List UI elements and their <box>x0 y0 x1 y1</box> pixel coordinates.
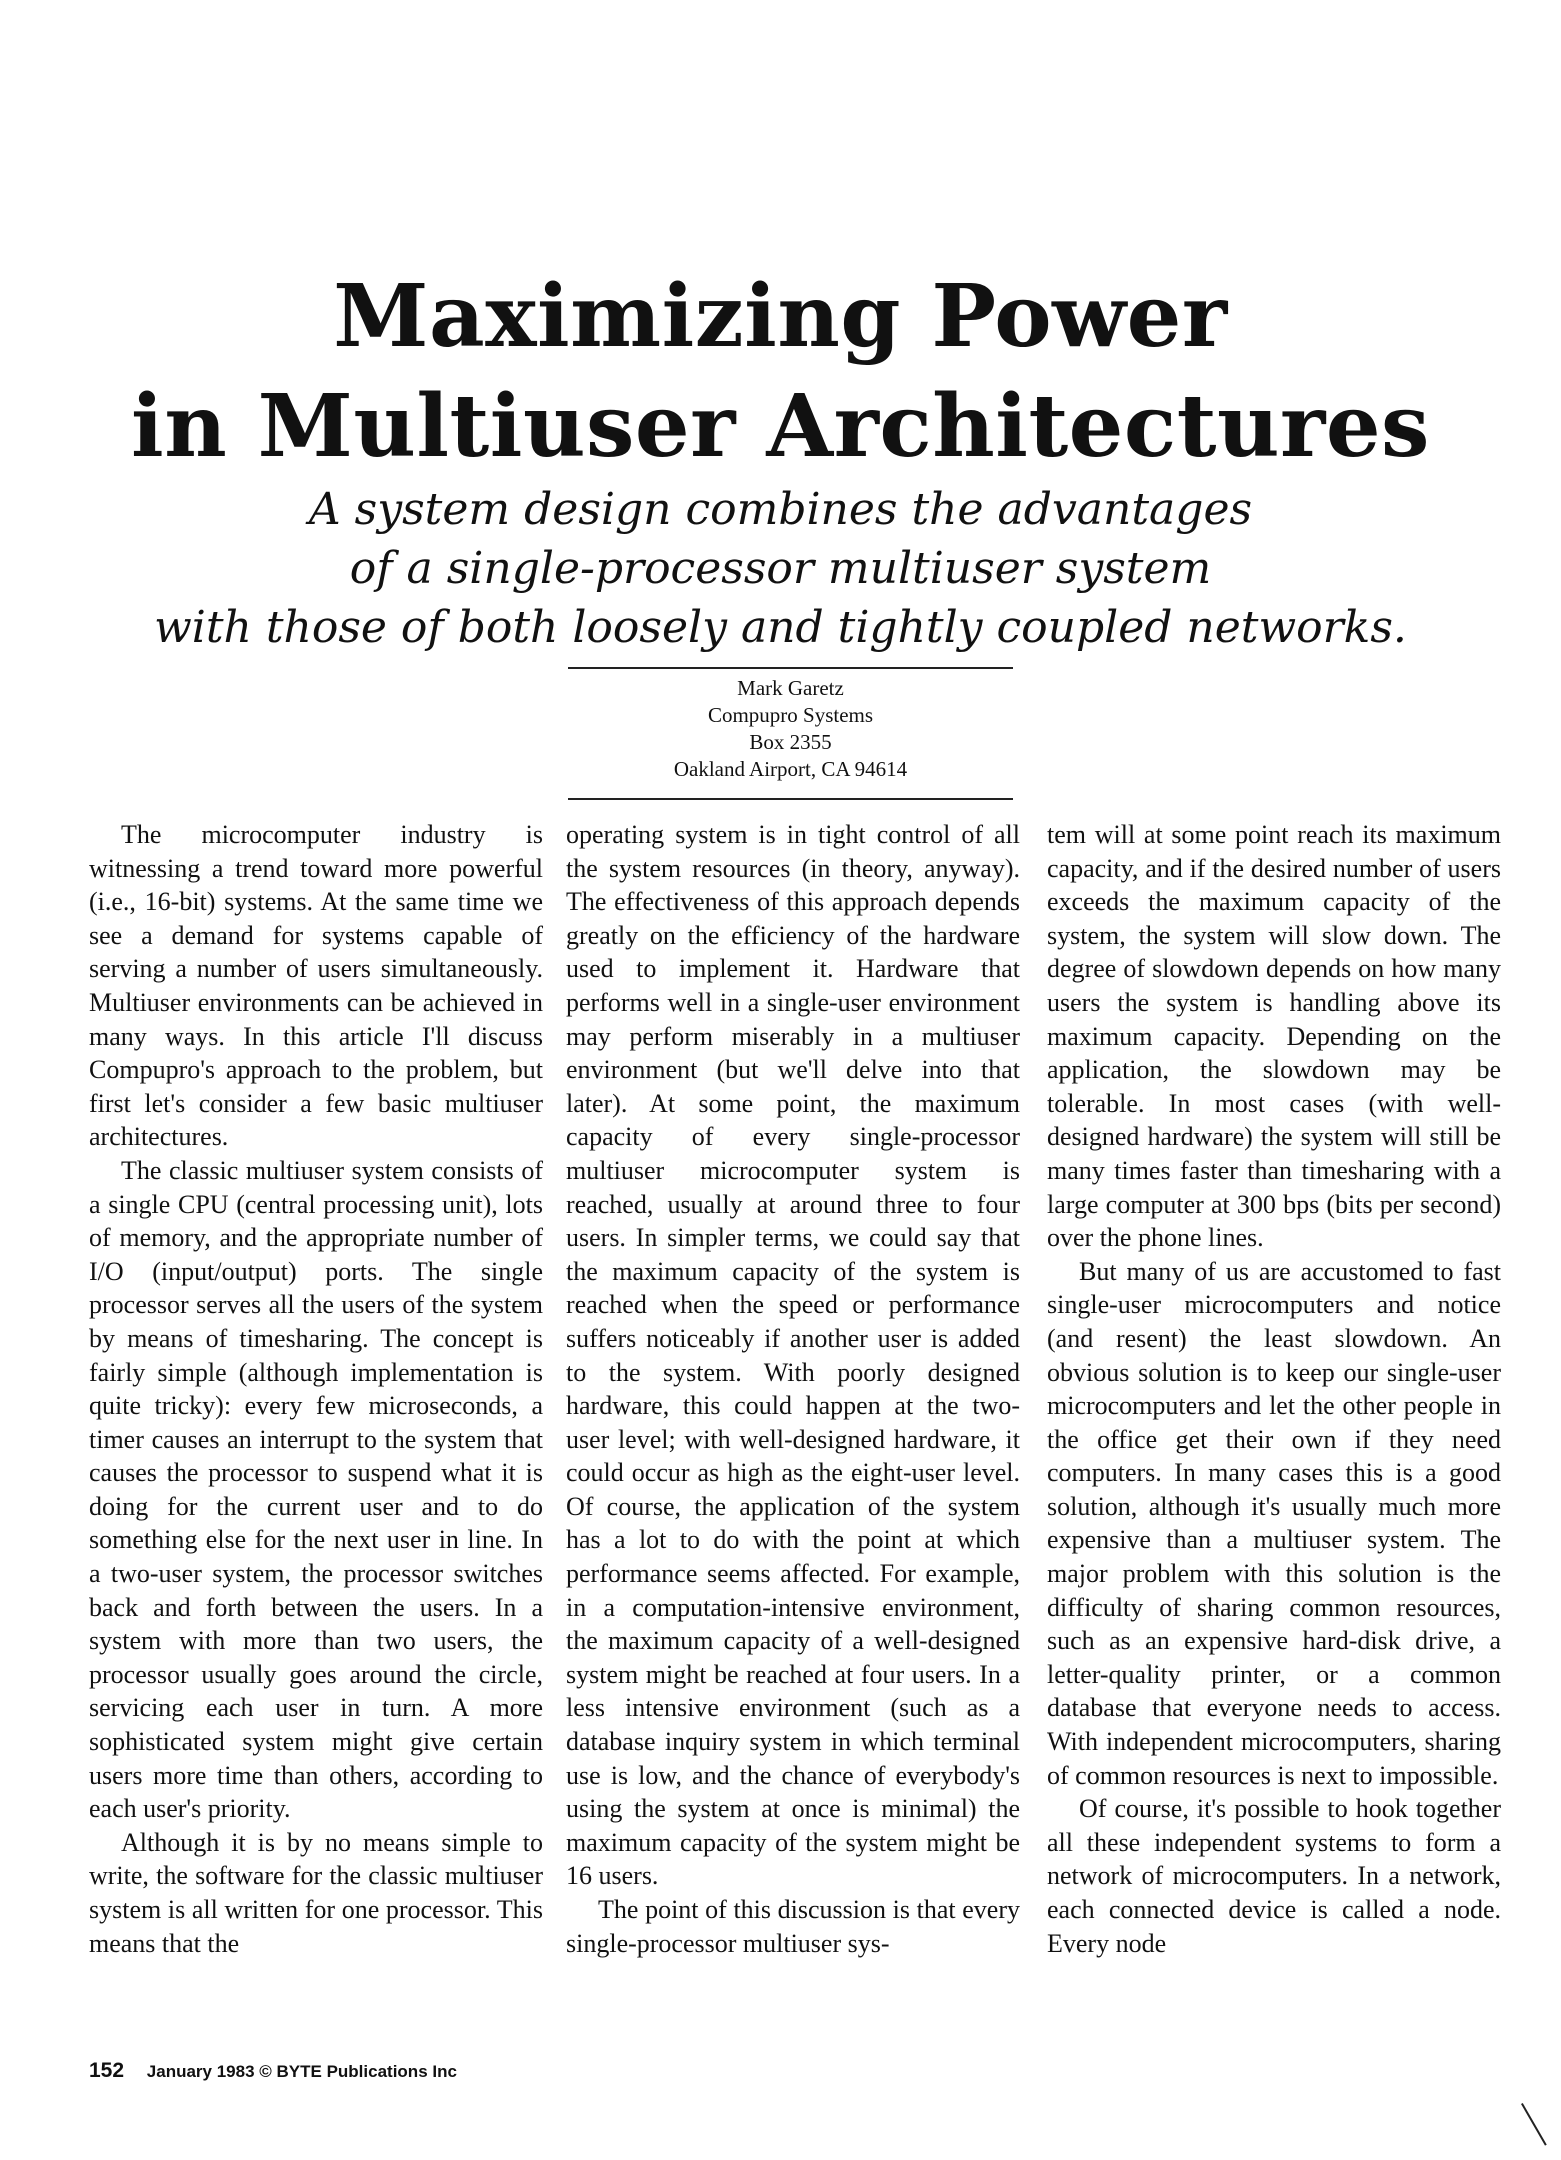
body-paragraph: operating system is in tight control of all the system resources (in theory, anyway). The effectiveness of this approach depends greatly on the efficiency of the hardware used to implement it. Hardware that performs well in a single-user environment may perform miserably in a multiuser environment (but we'll delve into that later). At some point, the maximum capacity of every single-processor multiuser microcomputer system is reached, usually at around three to four users. In simpler terms, we could say that the maximum capacity of the system is reached when the speed or performance suffers noticeably if another user is added to the system. With poorly designed hardware, this could happen at the two-user level; with well-designed hardware, it could occur as high as the eight-user level. Of course, the application of the system has a lot to do with the point at which performance seems affected. For example, in a computation-intensive environment, the maximum capacity of a well-designed system might be reached at four users. In a less intensive environment (such as a database inquiry system in which terminal use is low, and the chance of everybody's using the system at once is minimal) the maximum capacity of the system might be 16 users. <box>566 820 1020 1891</box>
author-name: Mark Garetz <box>737 676 844 700</box>
subtitle-line: with those of both loosely and tightly coupled networks. <box>154 602 1407 653</box>
body-paragraph: But many of us are accustomed to fast single-user microcomputers and notice (and resent) the least slowdown. An obvious solution is to keep our single-user microcomputers and let the other people in the office get their own if they need computers. In many cases this is a good solution, although it's usually much more expensive than a multiuser system. The major problem with this solution is the difficulty of sharing common resources, such as an expensive hard-disk drive, a letter-quality printer, or a common database that everyone needs to access. With independent microcomputers, sharing of common resources is next to impossible. <box>1047 1256 1501 1790</box>
body-paragraph: The microcomputer industry is witnessing a trend toward more powerful (i.e., 16-bit) systems. At the same time we see a demand for systems capable of serving a number of users simultaneously. Multiuser environments can be achieved in many ways. In this article I'll discuss Compupro's approach to the problem, but first let's consider a few basic multiuser architectures. <box>89 820 543 1152</box>
byline-bottom-rule <box>568 798 1013 800</box>
subtitle-line: of a single-processor multiuser system <box>349 543 1212 594</box>
subtitle-line: A system design combines the advantages <box>308 484 1253 535</box>
article-subtitle <box>0 480 1561 657</box>
author-byline <box>568 675 1013 783</box>
body-paragraph: The point of this discussion is that every single-processor multiuser sys- <box>566 1895 1020 1958</box>
body-paragraph: Although it is by no means simple to write, the software for the classic multiuser system is all written for one processor. This means that the <box>89 1827 543 1958</box>
footer-copyright: © BYTE Publications Inc <box>259 2062 457 2081</box>
byline-top-rule <box>568 667 1013 669</box>
text-column-2 <box>566 818 1020 1960</box>
article-title-line-2: in Multiuser Architectures <box>131 376 1430 477</box>
text-column-1 <box>89 818 543 1960</box>
author-box: Box 2355 <box>749 730 832 754</box>
text-column-3 <box>1047 818 1501 1960</box>
scan-mark <box>1521 2103 1547 2146</box>
author-city: Oakland Airport, CA 94614 <box>673 757 908 781</box>
body-paragraph: The classic multiuser system consists of a single CPU (central processing unit), lots of memory, and the appropriate number of I/O (input/output) ports. The single processor serves all the users of the system by means of timesharing. The concept is fairly simple (although implementation is quite tricky): every few microseconds, a timer causes an interrupt to the system that causes the processor to suspend what it is doing for the current user and to do something else for the next user in line. In a two-user system, the processor switches back and forth between the users. In a system with more than two users, the processor usually goes around the circle, servicing each user in turn. A more sophisticated system might give certain users more time than others, according to each user's priority. <box>89 1155 543 1824</box>
author-company: Compupro Systems <box>707 703 874 727</box>
footer-issue: January 1983 <box>146 2062 255 2081</box>
body-paragraph: Of course, it's possible to hook together all these independent systems to form a network of microcomputers. In a network, each connected device is called a node. Every node <box>1047 1794 1501 1958</box>
page-footer <box>89 2060 457 2083</box>
body-paragraph: tem will at some point reach its maximum capacity, and if the desired number of users exceeds the maximum capacity of the system, the system will slow down. The degree of slowdown depends on how many users the system is handling above its maximum capacity. Depending on the application, the slowdown may be tolerable. In most cases (with well-designed hardware) the system will still be many times faster than timesharing with a large computer at 300 bps (bits per second) over the phone lines. <box>1047 820 1501 1253</box>
article-title-line-1: Maximizing Power <box>333 266 1228 367</box>
page-number: 152 <box>89 2059 125 2082</box>
